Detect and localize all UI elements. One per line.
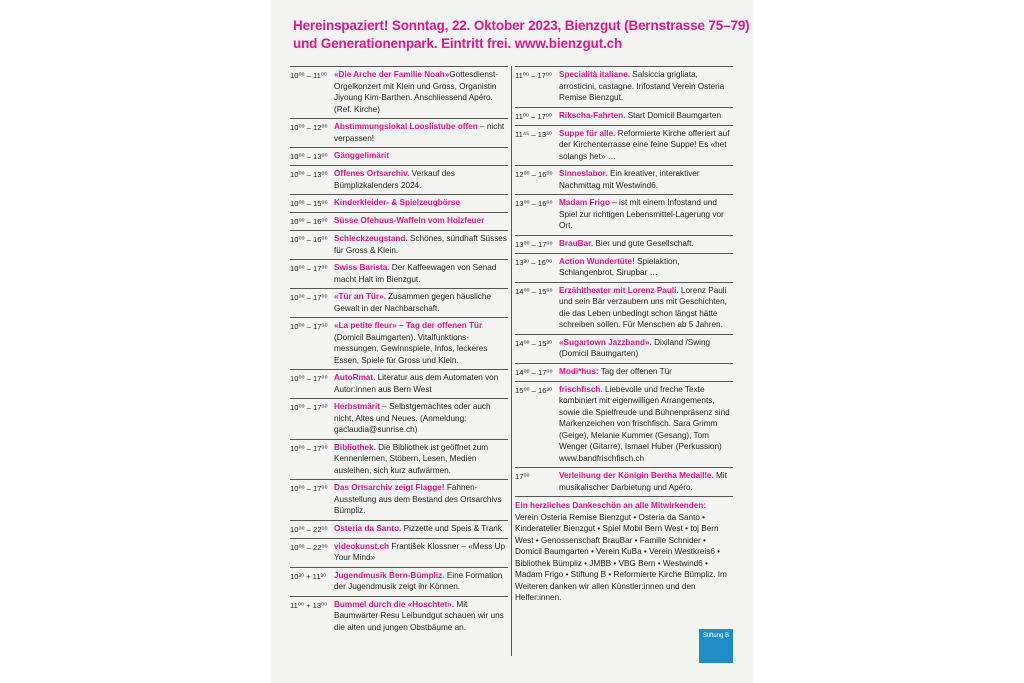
entry-time: 10⁰⁰ – 13⁰⁰ <box>290 152 328 161</box>
entry-body <box>334 168 508 191</box>
program-entry <box>290 369 508 398</box>
entry-time: 14⁰⁰ – 15⁰⁰ <box>515 286 553 296</box>
entry-body <box>334 541 508 564</box>
entry-body <box>559 470 733 493</box>
entry-text: Tag der offenen Tür <box>598 366 672 376</box>
entry-time: 10⁰⁰ – 16⁰⁰ <box>290 217 328 226</box>
program-entry <box>290 230 508 259</box>
entry-body <box>559 128 733 163</box>
entry-time: 10⁰⁰ – 17⁰⁰ <box>290 374 328 383</box>
entry-text: – nicht verpassen! <box>334 122 505 143</box>
entry-title: Sinneslabor. <box>559 169 608 178</box>
entry-text: Mit musikalischer Darbietung und Apéro. <box>559 471 727 492</box>
entry-title: Specialità italiane. <box>559 70 630 79</box>
entry-text: Spielaktion, Schlangenbrot, Sirupbar … <box>559 256 680 277</box>
entry-body <box>334 320 508 366</box>
entry-body <box>334 570 508 593</box>
entry-time: 13³⁰ – 16⁰⁰ <box>515 257 552 267</box>
entry-body <box>559 110 733 122</box>
entry-text: Mit Baumwärter Resu Leibundgut schauen wir uns die alten und jungen Obstbäume an. <box>334 599 504 632</box>
entry-body <box>334 69 508 115</box>
entry-title: «Sugartown Jazzband». <box>559 337 652 347</box>
entry-time: 10⁰⁰ – 17⁰⁰ <box>290 443 328 453</box>
program-entry <box>290 520 508 538</box>
entry-body <box>559 384 733 465</box>
program-entry <box>290 288 508 317</box>
entry-title: Offenes Ortsarchiv. <box>334 169 410 178</box>
entry-title: Jugendmusik Bern-Bümpliz. <box>334 570 445 580</box>
entry-time: 14⁰⁰ – 15³⁰ <box>515 338 552 348</box>
entry-text: Gottesdienst-Orgelkonzert mit Klein und Gross, Organistin Jiyoung Kim-Barthen. Anschliessend Apéro. (Ref. Kirche) <box>334 70 498 114</box>
entry-time: 10⁰⁰ – 16⁰⁰ <box>290 235 328 244</box>
entry-title: Suppe für alle. <box>559 128 616 138</box>
entry-title: Swiss Barista. <box>334 263 390 272</box>
entry-title: frischfisch. <box>559 384 603 394</box>
entry-text: (Domicil Baumgarten). Vitalfunktions-messungen, Gewinnspiele, Infos, leckeres Essen, Spiele für Gross und Klein. <box>334 332 488 365</box>
entry-title: Erzähltheater mit Lorenz Pauli. <box>559 285 679 295</box>
entry-text: Die Bibliothek ist geöffnet zum Kennenlernen, Stöbern, Lesen, Medien ausleihen, sich kurz aufwärmen. <box>334 442 489 475</box>
program-entry <box>515 235 733 253</box>
program-column-left <box>290 66 508 636</box>
entry-title: Bummel durch die «Hoschtet». <box>334 599 455 609</box>
entry-title: Süsse Ofehuus-Waffeln vom Holzfeuer <box>334 216 485 225</box>
entry-text: Dixiland /Swing (Domicil Baumgarten) <box>559 337 711 358</box>
entry-text: Pizzette und Speis & Trank <box>401 523 502 533</box>
program-entry <box>515 467 733 496</box>
entry-text: – Selbstgemachtes oder auch nicht, Altes und Neues. (Anmeldung: gaclaudia@sunrise.ch) <box>334 402 491 434</box>
entry-text: Schönes, sündhaft Süsses für Gross & Klein. <box>334 234 507 255</box>
entry-body <box>334 482 508 517</box>
program-entry <box>290 147 508 165</box>
header-line-2: und Generationenpark. Eintritt frei. www.bienzgut.ch <box>293 36 623 51</box>
entry-text: Salsiccia grigliata, arrosticini, castagne. Infostand Verein Osteria Remise Bienzgut. <box>559 70 725 102</box>
thanks-text: Verein Osteria Remise Bienzgut • Osteria da Santo • Kinderatelier Bienzgut • Spiel Mobil Bern West • toj Bern West • Genossenschaft BrauBar • Familie Schnider • Domicil Baumgarten • Verein KuBa • Verein Westkreis6 • Bibliothek Bümpliz • JMBB • VBG Bern • Westwind6 • Madam Frigo • Stiftung B • Reformierte Kirche Bümpliz. Im Weiteren danken wir allen Künstler:innen und den Helfer:innen. <box>515 512 727 602</box>
entry-body <box>334 442 508 477</box>
entry-text: Literatur aus dem Automaten von Autor:innen aus Bern West <box>334 373 499 394</box>
program-entry <box>515 66 733 107</box>
program-entry <box>290 212 508 230</box>
entry-time: 13⁰⁰ – 17⁰⁰ <box>515 239 553 249</box>
entry-body <box>334 233 508 256</box>
entry-body <box>559 256 733 279</box>
program-entry <box>515 107 733 125</box>
logo-label: Stiftung B <box>702 633 729 639</box>
header-line-1: Hereinspaziert! Sonntag, 22. Oktober 2023, Bienzgut (Bernstrasse 75–79) <box>293 18 750 33</box>
entry-title: videokunst.ch <box>334 541 390 551</box>
entry-time: 14⁰⁰ – 17⁰⁰ <box>515 367 553 377</box>
entry-time: 11⁰⁰ – 17⁰⁰ <box>515 111 552 121</box>
entry-body <box>559 238 733 250</box>
entry-title: Abstimmungslokal Looslistube offen <box>334 122 478 131</box>
entry-body <box>334 401 508 436</box>
program-entry <box>515 282 733 334</box>
program-entry <box>290 567 508 596</box>
entry-title: Verleihung der Königin Bertha Medaille. <box>559 471 714 480</box>
entry-time: 10⁰⁰ – 17⁰⁰ <box>290 293 328 302</box>
entry-text: Der Kaffeewagen von Senad macht Halt im Bienzgut. <box>334 263 497 284</box>
entry-title: Modi*hus: <box>559 366 599 376</box>
entry-time: 10⁰⁰ – 17⁰⁰ <box>290 484 328 493</box>
entry-time: 11⁴⁵ – 13³⁰ <box>515 129 552 139</box>
program-entry <box>290 439 508 480</box>
thanks-section <box>515 496 733 604</box>
entry-time: 10⁰⁰ – 17⁰⁰ <box>290 264 328 273</box>
entry-text: Fahnen-Ausstellung aus dem Bestand des Ortsarchivs Bümpliz. <box>334 483 502 515</box>
entry-time: 11⁰⁰ – 17⁰⁰ <box>515 71 552 80</box>
entry-time: 10⁰⁰ – 17⁰⁰ <box>290 403 328 412</box>
program-entry <box>515 165 733 194</box>
entry-title: «Die Arche der Familie Noah» <box>334 70 450 79</box>
entry-time: 10⁰⁰ – 22⁰⁰ <box>290 542 328 552</box>
entry-time: 10⁰⁰ – 13⁰⁰ <box>290 170 328 179</box>
entry-text: Liebevolle und freche Texte kombiniert mit eigenwilligen Arrangements, sowie die Spielfreude und Bühnenpräsenz sind Markenzeichen von frischfisch. Sara Grimm (Geige), Melanie Kummer (Gesang), Tom Wenger (Gitarre), Ismael Huber (Perkussion) www.bandfrischfisch.ch <box>559 384 730 463</box>
entry-text: František Klossner – «Mess Up Your Mind» <box>334 541 506 562</box>
entry-body <box>334 150 508 162</box>
thanks-heading: Ein herzliches Dankeschön an alle Mitwirkenden: <box>515 501 707 510</box>
entry-body <box>559 337 733 360</box>
entry-body <box>334 262 508 285</box>
program-entry <box>290 398 508 439</box>
program-entry <box>515 125 733 166</box>
program-entry <box>290 194 508 212</box>
entry-time: 15⁰⁰ – 16³⁰ <box>515 385 552 395</box>
entry-title: Bibliothek. <box>334 442 376 452</box>
entry-title: «La petite fleur» – Tag der offenen Tür <box>334 321 483 330</box>
entry-body <box>334 372 508 395</box>
entry-title: Gänggelimärit <box>334 151 390 160</box>
entry-text: Start Domicil Baumgarten <box>625 110 721 120</box>
entry-time: 11⁰⁰ + 13⁰⁰ <box>290 600 328 610</box>
entry-text: Eine Formation der Jugendmusik zeigt ihr Können. <box>334 570 503 591</box>
entry-body <box>334 121 508 144</box>
entry-title: Osteria da Santo. <box>334 523 402 533</box>
entry-body <box>334 197 508 209</box>
entry-text: – ist mit einem Infostand und Spiel zur richtigen Lebensmittel-Lagerung vor Ort. <box>559 198 724 230</box>
entry-title: Rikscha-Fahrten. <box>559 110 626 120</box>
program-entry <box>290 259 508 288</box>
entry-title: BrauBar. <box>559 238 594 248</box>
program-entry <box>290 317 508 369</box>
program-entry <box>290 538 508 567</box>
program-entry <box>290 479 508 520</box>
entry-text: Verkauf des Bümplizkalenders 2024. <box>334 169 455 190</box>
entry-time: 17⁰⁰ <box>515 472 530 481</box>
entry-body <box>559 285 733 331</box>
entry-time: 10⁰⁰ – 22⁰⁰ <box>290 524 328 534</box>
program-entry <box>515 334 733 363</box>
entry-body <box>334 215 508 227</box>
entry-time: 10⁰⁰ – 17⁰⁰ <box>290 322 328 331</box>
entry-body <box>334 291 508 314</box>
column-divider <box>511 66 512 656</box>
right-entries <box>515 66 733 496</box>
program-entry <box>515 194 733 235</box>
poster-header <box>293 17 750 53</box>
entry-body <box>559 168 733 191</box>
entry-title: Madam Frigo <box>559 198 610 207</box>
entry-title: Das Ortsarchiv zeigt Flagge! <box>334 483 445 492</box>
entry-time: 10⁰⁰ – 12⁰⁰ <box>290 123 328 132</box>
entry-body <box>559 69 733 104</box>
entry-body <box>334 523 508 535</box>
entry-body <box>559 366 733 378</box>
entry-title: Kinderkleider- & Spielzeugbörse <box>334 198 461 207</box>
entry-text: Reformierte Kirche offeriert auf der Kirchenterrasse eine feine Suppe! Es «het solangs het» … <box>559 128 730 161</box>
entry-title: Herbstmärit <box>334 402 380 411</box>
program-entry <box>515 253 733 282</box>
entry-body <box>559 197 733 232</box>
entry-text: Zusammen gegen häusliche Gewalt in der Nachbarschaft. <box>334 292 492 313</box>
entry-title: Schleckzeugstand. <box>334 234 408 243</box>
program-entry <box>515 363 733 381</box>
entry-time: 13⁰⁰ – 16⁰⁰ <box>515 199 553 208</box>
entry-text: Ein kreativer, interaktiver Nachmittag mit Westwind6. <box>559 169 700 190</box>
entry-time: 12⁰⁰ – 16⁰⁰ <box>515 170 553 179</box>
entry-title: Action Wundertüte! <box>559 256 635 266</box>
program-entry <box>290 118 508 147</box>
entry-text: Lorenz Pauli und sein Bär verzaubern uns mit Geschichten, die das Leben unbedingt schon längst hätte schreiben sollen. Für Menschen ab 5 Jahren. <box>559 285 727 329</box>
stiftung-b-logo <box>699 629 733 663</box>
entry-title: «Tür an Tür». <box>334 292 386 301</box>
entry-text: Bier und gute Gesellschaft. <box>593 238 694 248</box>
entry-time: 10³⁰ + 11³⁰ <box>290 571 327 581</box>
program-entry <box>290 596 508 637</box>
entry-time: 10⁰⁰ – 15⁰⁰ <box>290 199 328 208</box>
program-column-right <box>515 66 733 604</box>
entry-title: AutoRmat. <box>334 373 376 382</box>
entry-body <box>334 599 508 634</box>
program-entry <box>290 66 508 118</box>
program-entry <box>515 381 733 468</box>
program-entry <box>290 165 508 194</box>
entry-time: 10⁰⁰ – 11⁰⁰ <box>290 71 327 80</box>
